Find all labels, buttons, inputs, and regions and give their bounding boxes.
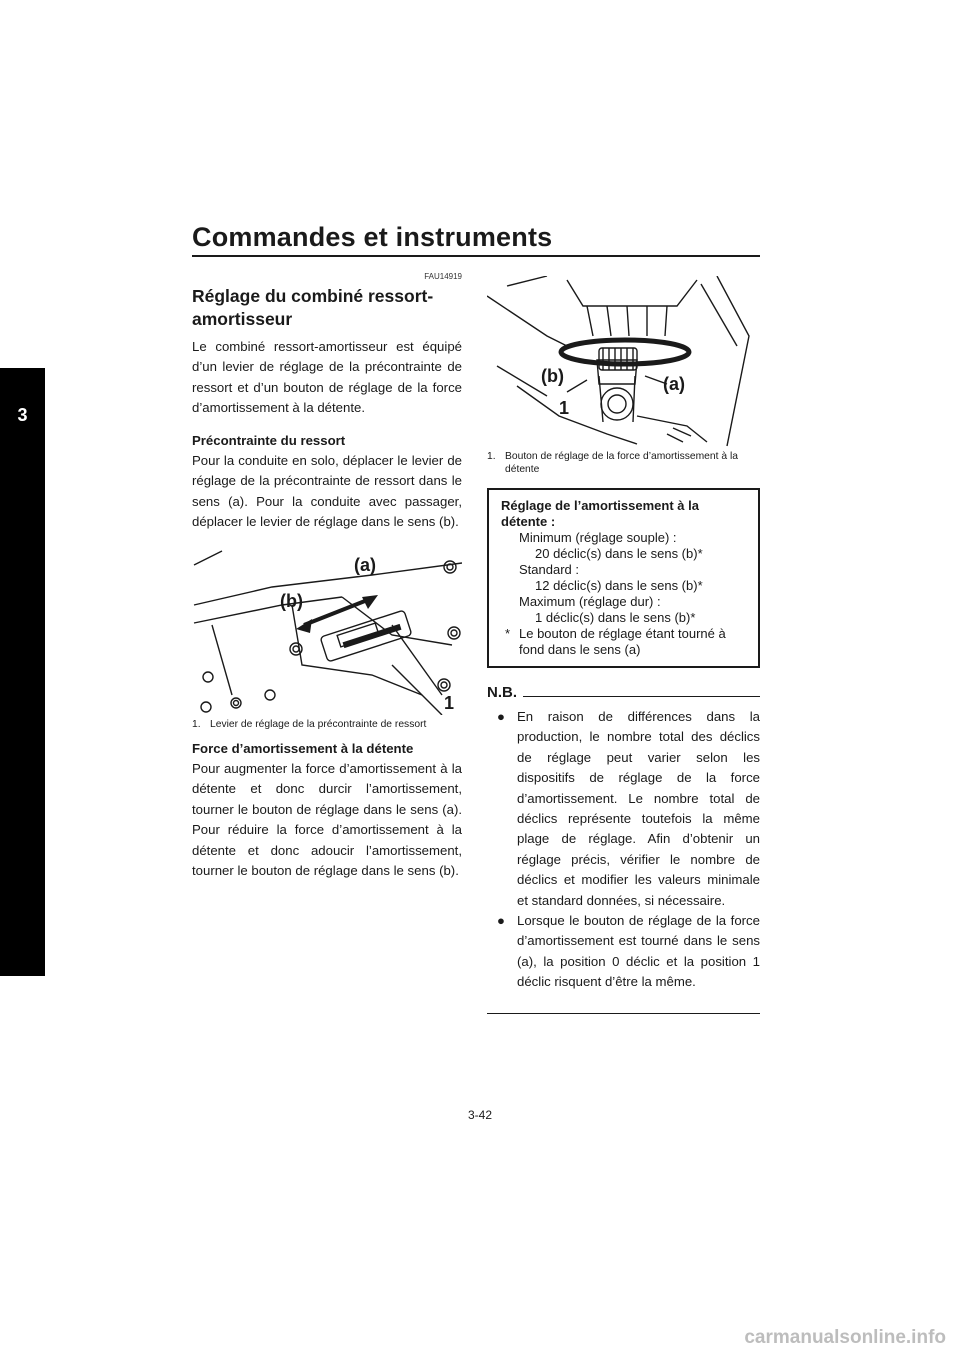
nb-item-text: En raison de différences dans la production, le nombre total des déclics de réglage peut varier selon les dispositifs de réglage de la force d’amortissement. Le nombre total de déclics représente toutefois la même plage de réglage. Afin d’obtenir un réglage précis, vérifier le nombre de déclics et modifier les valeurs minimale et standard données, si nécessaire.	[517, 709, 760, 908]
bullet-icon: ●	[497, 709, 505, 724]
section-title: Réglage du combiné ressort-amortisseur	[192, 286, 434, 329]
rebound-text: Pour augmenter la force d’amortissement à la détente et donc durcir l’amortissement, tourner le bouton de réglage dans le sens (a). Pour réduire la force d’amortissement à la détente et donc adoucir l’amortissement, tourner le bouton de réglage dans le sens (b).	[192, 761, 462, 879]
rebound-title: Force d’amortissement à la détente	[192, 740, 414, 756]
preload-figure	[192, 545, 462, 715]
spec-note	[501, 626, 748, 658]
preload-title: Précontrainte du ressort	[192, 432, 346, 448]
preload-caption-text: Levier de réglage de la précontrainte de ressort	[210, 718, 427, 730]
chapter-number: 3	[17, 405, 28, 425]
spec-min-label: Minimum (réglage souple) :	[519, 530, 677, 545]
rebound-illustration	[487, 276, 760, 448]
section-intro: Le combiné ressort-amortisseur est équipé d’un levier de réglage de la précontrainte de ressort et d’un bouton de réglage de la force d’amortissement à la détente.	[192, 339, 462, 416]
spec-min-value: 20 déclic(s) dans le sens (b)*	[535, 546, 703, 561]
nb-rule	[523, 696, 760, 697]
list-item	[487, 911, 760, 993]
spec-box-title: Réglage de l’amortissement à la détente :	[501, 498, 699, 529]
spec-box	[487, 488, 760, 668]
preload-label-a: (a)	[354, 554, 376, 575]
rebound-caption-text: Bouton de réglage de la force d’amortissement à la détente	[505, 451, 738, 475]
page-number: 3-42	[467, 1108, 493, 1122]
list-item	[487, 707, 760, 911]
nb-item-text: Lorsque le bouton de réglage de la force d’amortissement est tourné dans le sens (a), la position 0 déclic et la position 1 déclic risquent d’être la même.	[517, 913, 760, 990]
spec-std-value: 12 déclic(s) dans le sens (b)*	[535, 578, 703, 593]
nb-header	[487, 684, 760, 701]
preload-caption-num: 1.	[192, 718, 201, 730]
spec-note-text: Le bouton de réglage étant tourné à fond dans le sens (a)	[519, 626, 726, 657]
bullet-icon: ●	[497, 913, 505, 929]
rebound-figure	[487, 276, 760, 448]
watermark[interactable]: carmanualsonline.info	[744, 1327, 946, 1348]
section-code: FAU14919	[424, 272, 462, 281]
page-header-title: Commandes et instruments	[192, 222, 553, 252]
preload-caption	[192, 718, 462, 731]
rebound-caption-num: 1.	[487, 451, 496, 462]
header-rule	[192, 255, 760, 257]
nb-list	[487, 707, 760, 993]
spec-max-label: Maximum (réglage dur) :	[519, 594, 661, 609]
spec-note-star: *	[505, 626, 511, 641]
rebound-label-1: 1	[559, 398, 570, 418]
rebound-label-a: (a)	[663, 374, 685, 394]
spec-std-label: Standard :	[519, 562, 579, 577]
chapter-tab	[0, 368, 45, 976]
preload-illustration	[192, 545, 462, 715]
right-column	[487, 276, 760, 1014]
rebound-caption	[487, 450, 760, 476]
left-column	[192, 272, 462, 882]
rebound-label-b: (b)	[541, 366, 564, 386]
nb-title: N.B.	[487, 684, 517, 701]
preload-label-b: (b)	[280, 590, 303, 611]
preload-text: Pour la conduite en solo, déplacer le levier de réglage de la précontrainte de ressort dans le sens (a). Pour la conduite avec passager, déplacer le levier de réglage dans le sens (b).	[192, 453, 462, 530]
spec-max-value: 1 déclic(s) dans le sens (b)*	[535, 610, 696, 625]
nb-end-rule	[487, 1013, 760, 1014]
preload-label-1: 1	[444, 692, 455, 713]
